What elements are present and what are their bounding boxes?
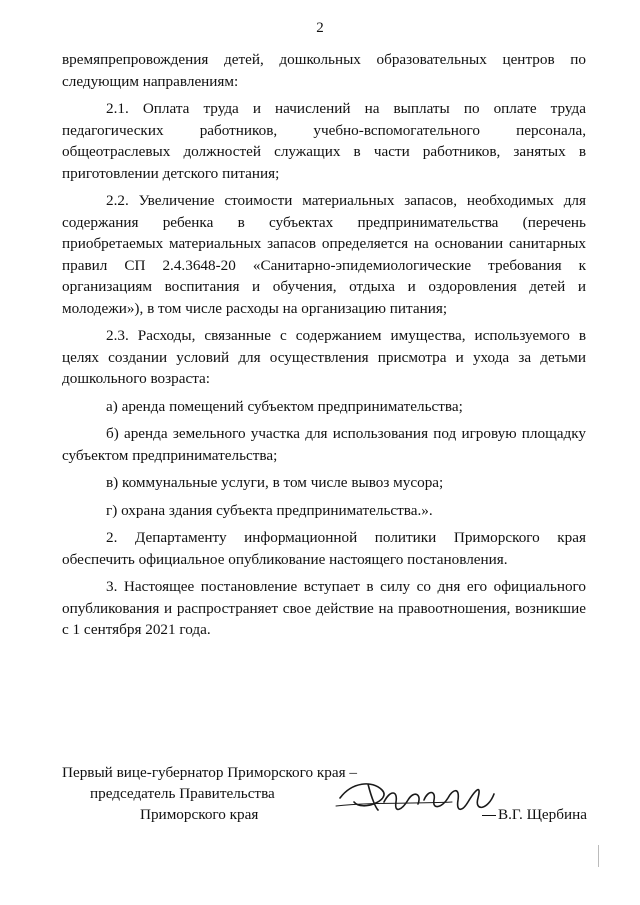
paragraph-section-2: 2. Департаменту информационной политики Приморского края обеспечить официальное опубликование настоящего постановления.	[62, 529, 586, 568]
paragraph-2-2: 2.2. Увеличение стоимости материальных запасов, необходимых для содержания ребенка в субъектах предпринимательства (перечень приобретаемых материальных запасов определяется на основании санитарных правил СП 2.4.3648-20 «Санитарно-эпидемиологические требования к организациям воспитания и обучения, отдыха и оздоровления детей и молодежи»), в том числе расходы на организацию питания;	[62, 192, 586, 317]
signatory-position-line-2: председатель Правительства	[90, 785, 275, 802]
handwritten-signature-icon	[332, 772, 502, 822]
page-number: 2	[316, 20, 324, 36]
paragraph-item-a: а) аренда помещений субъектом предпринимательства;	[106, 397, 463, 415]
paragraph-intro: времяпрепровождения детей, дошкольных образовательных центров по следующим направлениям:	[62, 51, 586, 90]
signatory-position-line-1: Первый вице-губернатор Приморского края –	[62, 764, 357, 781]
paragraph-item-b: б) аренда земельного участка для использования под игровую площадку субъектом предпринимательства;	[62, 425, 586, 464]
document-body	[62, 49, 586, 647]
signature-block	[62, 762, 586, 842]
signatory-name: В.Г. Щербина	[482, 804, 587, 826]
signatory-position-line-3: Приморского края	[140, 806, 259, 823]
paragraph-item-v: в) коммунальные услуги, в том числе вывоз мусора;	[106, 474, 444, 491]
scan-artifact	[598, 845, 599, 867]
paragraph-item-g: г) охрана здания субъекта предпринимательства.».	[106, 501, 433, 519]
paragraph-2-1: 2.1. Оплата труда и начислений на выплаты по оплате труда педагогических работников, учебно-вспомогательного персонала, общеотраслевых должностей служащих в части работников, занятых в приготовлении детского питания;	[62, 100, 586, 182]
paragraph-section-3: 3. Настоящее постановление вступает в силу со дня его официального опубликования и распространяет свое действие на правоотношения, возникшие с 1 сентября 2021 года.	[62, 578, 586, 638]
paragraph-2-3: 2.3. Расходы, связанные с содержанием имущества, используемого в целях создании условий для осуществления присмотра и ухода за детьми дошкольного возраста:	[62, 327, 586, 387]
